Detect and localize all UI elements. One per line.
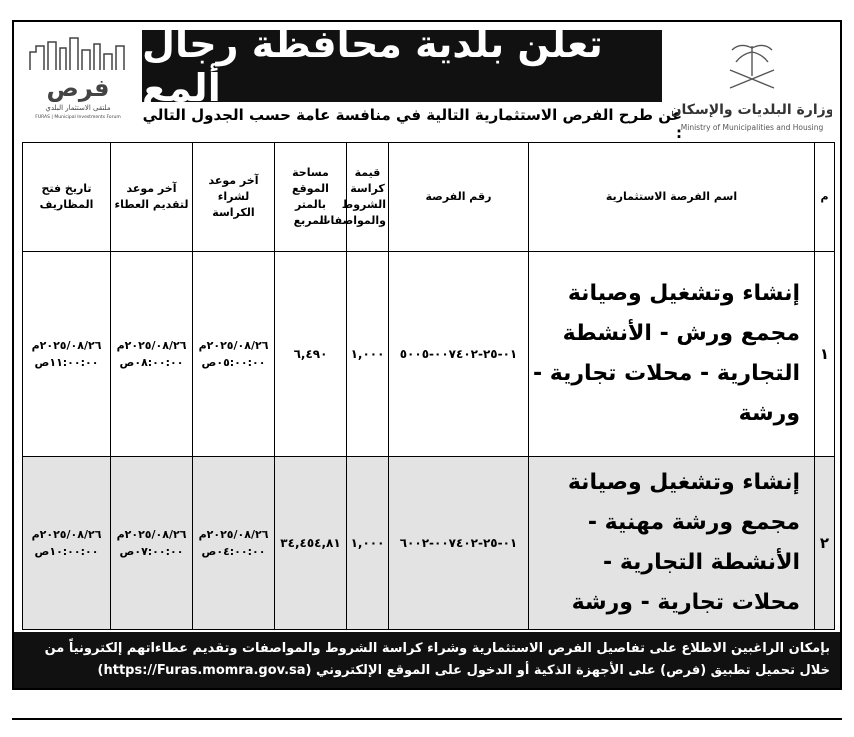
row-open-date: ٢٠٢٥/٠٨/٢٦م ١٠:٠٠:٠٠ص	[23, 457, 111, 630]
row-name: إنشاء وتشغيل وصيانة مجمع ورشة مهنية - الأنشطة التجارية - محلات تجارية - ورشة	[529, 457, 815, 630]
header-price: قيمة كراسة الشروط والمواصفات	[347, 143, 389, 252]
furas-logo-caption-en: FURAS | Municipal Investments Forum	[35, 115, 121, 120]
furas-logo-word: فرص	[46, 74, 110, 102]
furas-skyline-icon	[22, 30, 134, 120]
furas-logo	[22, 30, 134, 120]
row-code: ٠١-٢٥-٠٠٧٤٠٢-٥٠٠٥	[389, 252, 529, 457]
row-open-date: ٢٠٢٥/٠٨/٢٦م ١١:٠٠:٠٠ص	[23, 252, 111, 457]
announcement-title	[142, 22, 662, 110]
row-name: إنشاء وتشغيل وصيانة مجمع ورش - الأنشطة التجارية - محلات تجارية - ورشة	[529, 252, 815, 457]
row-buy-deadline: ٢٠٢٥/٠٨/٢٦م ٠٥:٠٠:٠٠ص	[193, 252, 275, 457]
footer-line-1: بإمكان الراغبين الاطلاع على تفاصيل الفرص الاستثمارية وشراء كراسة الشروط والمواصفات وتقديم عطاءاتهم إلكترونياً من	[44, 641, 830, 656]
header-open-date: تاريخ فتح المظاريف	[23, 143, 111, 252]
header-buy-deadline: آخر موعد لشراء الكراسة	[193, 143, 275, 252]
announcement-subtitle: عن طرح الفرص الاستثمارية التالية في منافسة عامة حسب الجدول التالي :	[142, 106, 682, 142]
table-row	[23, 457, 835, 630]
row-price: ١,٠٠٠	[347, 457, 389, 630]
row-no: ٢	[815, 457, 835, 630]
footer-notice	[14, 632, 840, 688]
row-submit-deadline: ٢٠٢٥/٠٨/٢٦م ٠٧:٠٠:٠٠ص	[111, 457, 193, 630]
header-area: مساحة الموقع بالمتر المربع	[275, 143, 347, 252]
ministry-logo	[672, 30, 832, 136]
row-submit-deadline: ٢٠٢٥/٠٨/٢٦م ٠٨:٠٠:٠٠ص	[111, 252, 193, 457]
header-name: اسم الفرصة الاستثمارية	[529, 143, 815, 252]
row-area: ٦,٤٩٠	[275, 252, 347, 457]
row-no: ١	[815, 252, 835, 457]
table-header-row	[23, 143, 835, 252]
palm-swords-emblem-icon	[672, 30, 832, 136]
bottom-divider	[12, 718, 842, 720]
title-text: تعلن بلدية محافظة رجال ألمع	[142, 22, 603, 110]
row-area: ٣٤,٤٥٤,٨١	[275, 457, 347, 630]
table-row	[23, 252, 835, 457]
row-code: ٠١-٢٥-٠٠٧٤٠٢-٦٠٠٢	[389, 457, 529, 630]
row-buy-deadline: ٢٠٢٥/٠٨/٢٦م ٠٤:٠٠:٠٠ص	[193, 457, 275, 630]
header-submit-deadline: آخر موعد لتقديم العطاء	[111, 143, 193, 252]
ministry-name-en: Ministry of Municipalities and Housing	[680, 123, 824, 132]
row-price: ١,٠٠٠	[347, 252, 389, 457]
advertisement	[12, 20, 842, 690]
furas-logo-caption: ملتقى الاستثمار البلدي	[45, 104, 111, 112]
ministry-name-ar: وزارة البلديات والإسكان	[672, 102, 832, 118]
footer-line-2: خلال تحميل تطبيق (فرص) على الأجهزة الذكية أو الدخول على الموقع الإلكتروني (https://Furas.momra.gov.sa)	[97, 663, 830, 678]
header-no: م	[815, 143, 835, 252]
opportunities-table	[22, 142, 835, 630]
header-code: رقم الفرصة	[389, 143, 529, 252]
